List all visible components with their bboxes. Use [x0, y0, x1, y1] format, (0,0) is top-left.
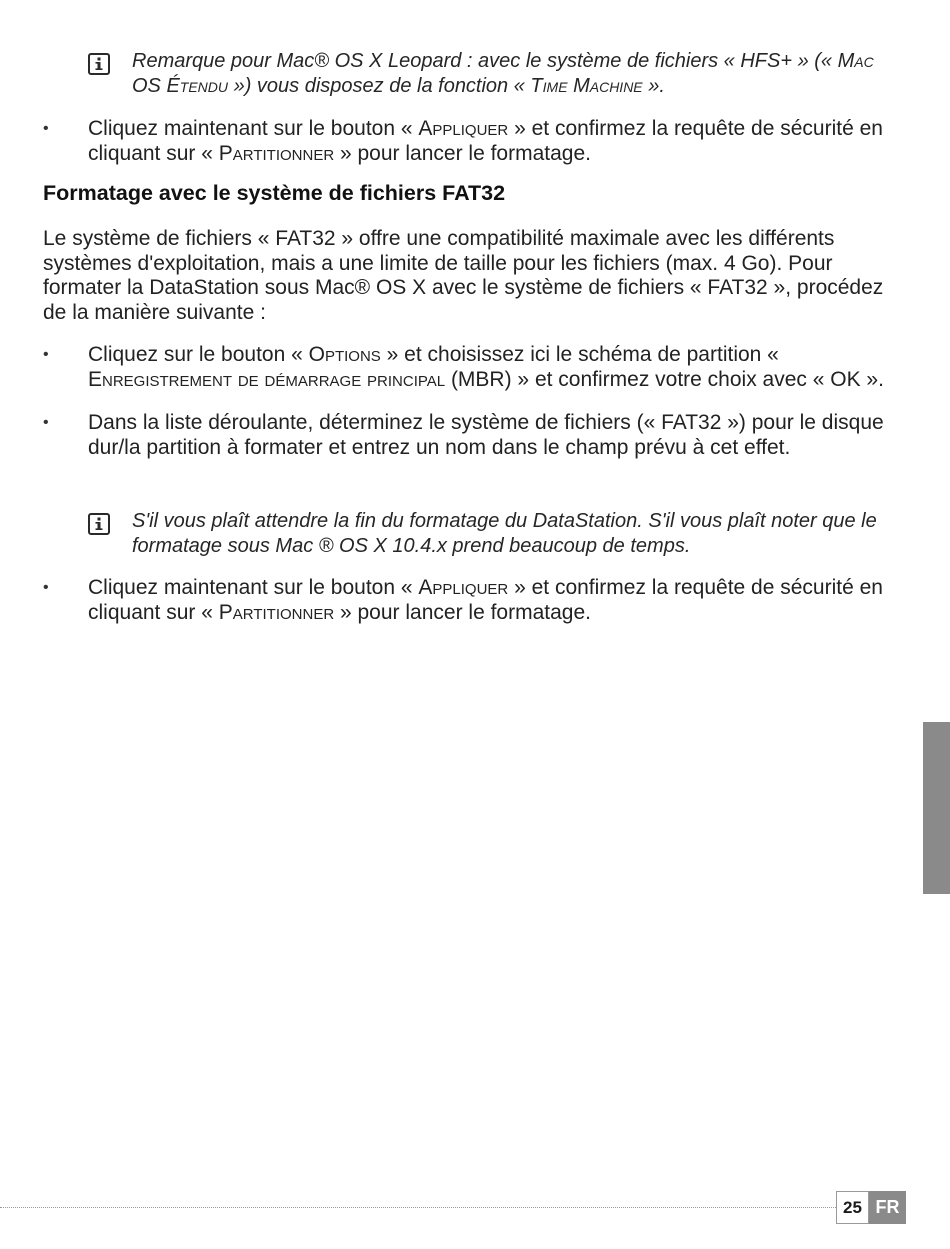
small-caps-term: Enregistrement de démarrage principal	[88, 367, 446, 391]
list-item-text	[88, 343, 903, 392]
text-run: ») vous disposez de la fonction «	[228, 74, 531, 97]
text-run: Cliquez maintenant sur le bouton «	[88, 576, 419, 599]
bullet-glyph: •	[43, 120, 49, 137]
small-caps-term: Appliquer	[418, 576, 509, 599]
note-leopard	[88, 49, 888, 98]
text-run: (MBR) » et confirmez votre choix avec « OK ».	[445, 367, 884, 391]
small-caps-term: Partitionner	[218, 141, 335, 165]
small-caps-term: Partitionner	[218, 600, 335, 624]
list-item-text	[88, 576, 903, 625]
list-item-apply-1	[43, 117, 903, 166]
text-run: ».	[642, 74, 665, 97]
small-caps-term: Options	[308, 343, 381, 366]
note-format-time	[88, 509, 888, 558]
text-run: Cliquez sur le bouton «	[88, 343, 309, 366]
list-item-apply-2	[43, 576, 903, 625]
language-tab: FR	[869, 1191, 906, 1224]
list-item-dropdown	[43, 411, 903, 460]
info-icon	[88, 513, 110, 535]
text-run: S'il vous plaît attendre la fin du formatage du DataStation. S'il vous plaît noter que le formatage sous Mac ® OS X 10.4.x prend beaucoup de temps.	[132, 510, 877, 557]
small-caps-term: Mac OS Étendu	[132, 50, 874, 97]
info-icon	[88, 53, 110, 75]
text-run: Dans la liste déroulante, déterminez le système de fichiers (« FAT32 ») pour le disque dur/la partition à formater et entrez un nom dans le champ prévu à cet effet.	[88, 411, 884, 459]
text-run: » pour lancer le formatage.	[334, 600, 591, 624]
list-item-text	[88, 411, 903, 460]
text-run: » et confirmez la requête de sécurité en cliquant sur «	[88, 576, 883, 624]
intro-paragraph: Le système de fichiers « FAT32 » offre une compatibilité maximale avec les différents systèmes d'exploitation, mais a une limite de taille pour les fichiers (max. 4 Go). Pour formater la DataStation sous Mac® OS X avec le système de fichiers « FAT32 », procédez de la manière suivante :	[43, 227, 884, 324]
section-heading: Formatage avec le système de fichiers FAT32	[43, 181, 506, 205]
list-item-text	[88, 117, 903, 166]
note-text	[132, 49, 888, 98]
text-run: » pour lancer le formatage.	[334, 141, 591, 165]
chapter-side-tab	[923, 722, 950, 894]
text-run: » et choisissez ici le schéma de partition «	[380, 343, 779, 366]
footer-dotted-rule	[0, 1207, 836, 1208]
small-caps-term: Appliquer	[418, 117, 509, 140]
list-item-options	[43, 343, 903, 392]
text-run: Remarque pour Mac® OS X Leopard : avec le système de fichiers « HFS+ » («	[132, 50, 838, 72]
bullet-glyph: •	[43, 579, 49, 596]
text-run: Cliquez maintenant sur le bouton «	[88, 117, 419, 140]
text-run: » et confirmez la requête de sécurité en cliquant sur «	[88, 117, 883, 165]
note-text	[132, 509, 888, 558]
page-number: 25	[836, 1191, 869, 1224]
bullet-glyph: •	[43, 346, 49, 363]
bullet-glyph: •	[43, 414, 49, 431]
small-caps-term: Time Machine	[530, 74, 643, 97]
